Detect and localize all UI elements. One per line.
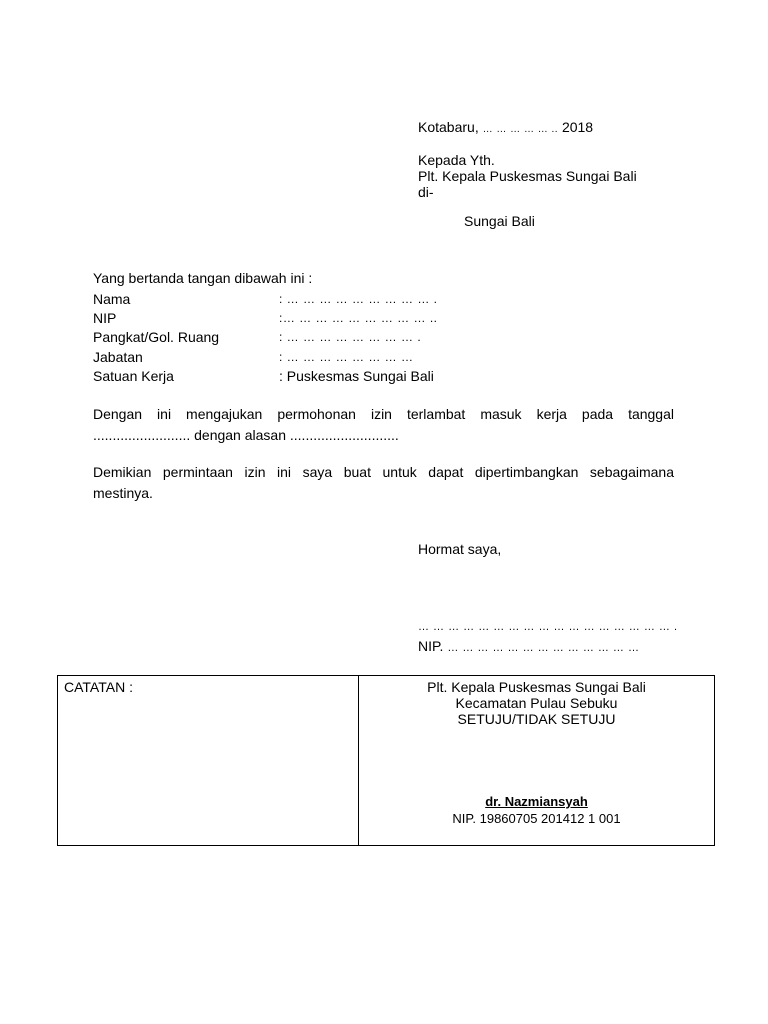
approval-cell bbox=[359, 676, 714, 845]
recipient-position: Plt. Kepala Puskesmas Sungai Bali bbox=[418, 168, 637, 184]
approval-position: Plt. Kepala Puskesmas Sungai Bali bbox=[427, 679, 646, 695]
notes-label: CATATAN : bbox=[64, 679, 133, 695]
recipient-di: di- bbox=[418, 184, 434, 200]
request-line-2: ......................... dengan alasan ............................ bbox=[93, 427, 399, 443]
recipient-location: Sungai Bali bbox=[464, 213, 535, 229]
place-date-prefix: Kotabaru, bbox=[418, 119, 483, 135]
field-value-nama: : … … … … … … … … … . bbox=[279, 292, 438, 306]
signature-name-dots: … … … … … … … … … … … … … … … … … . bbox=[418, 621, 678, 633]
field-label-satuan-kerja: Satuan Kerja bbox=[93, 368, 174, 384]
request-line-1: Dengan ini mengajukan permohonan izin terlambat masuk kerja pada tanggal bbox=[93, 406, 674, 422]
recipient-salutation: Kepada Yth. bbox=[418, 152, 495, 168]
field-label-jabatan: Jabatan bbox=[93, 349, 143, 365]
field-value-jabatan: : … … … … … … … … bbox=[279, 350, 414, 364]
signature-nip-prefix: NIP. bbox=[418, 638, 448, 654]
field-value-nip: :… … … … … … … … … .. bbox=[279, 311, 438, 325]
place-date bbox=[418, 118, 593, 139]
place-date-dots: … … … … … .. bbox=[482, 124, 559, 135]
approval-signer-nip: NIP. 19860705 201412 1 001 bbox=[452, 811, 621, 826]
signature-greeting: Hormat saya, bbox=[418, 541, 502, 557]
approval-decision: SETUJU/TIDAK SETUJU bbox=[457, 711, 616, 727]
closing-line-1: Demikian permintaan izin ini saya buat untuk dapat dipertimbangkan sebagaimana bbox=[93, 464, 674, 480]
signature-nip-dots: … … … … … … … … … … … … … bbox=[447, 642, 640, 654]
signature-nip bbox=[418, 637, 640, 657]
approval-table bbox=[57, 675, 715, 846]
approval-district: Kecamatan Pulau Sebuku bbox=[455, 695, 618, 711]
field-label-pangkat: Pangkat/Gol. Ruang bbox=[93, 329, 220, 345]
place-date-year: 2018 bbox=[558, 119, 594, 135]
closing-line-2: mestinya. bbox=[93, 485, 153, 501]
field-label-nip: NIP bbox=[93, 310, 117, 326]
approval-signer-name: dr. Nazmiansyah bbox=[485, 794, 588, 809]
intro-text: Yang bertanda tangan dibawah ini : bbox=[93, 270, 313, 286]
field-label-nama: Nama bbox=[93, 291, 131, 307]
field-value-pangkat: : … … … … … … … … . bbox=[279, 330, 422, 344]
notes-cell bbox=[58, 676, 359, 845]
field-value-satuan-kerja: : Puskesmas Sungai Bali bbox=[279, 368, 434, 384]
